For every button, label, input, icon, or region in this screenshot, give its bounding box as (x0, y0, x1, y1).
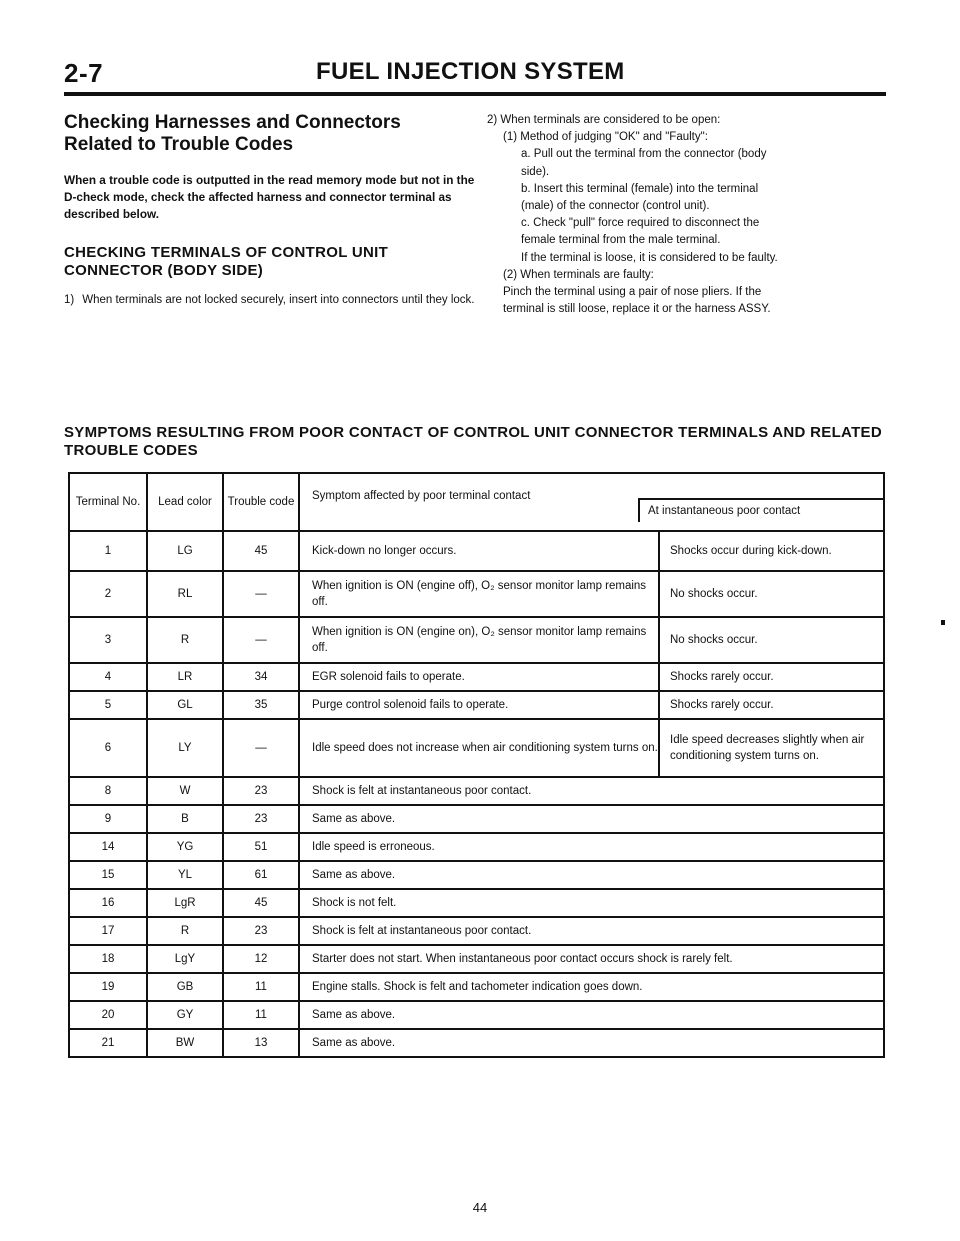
table-row (69, 1029, 884, 1057)
trouble-code-cell: 23 (223, 917, 299, 945)
right-line: Pinch the terminal using a pair of nose pliers. If the (503, 286, 762, 299)
lead-color-cell: LgR (147, 889, 223, 917)
lead-color-cell: R (147, 917, 223, 945)
right-line: b. Insert this terminal (female) into the terminal (521, 182, 759, 195)
symptom-cell: Shock is not felt. (299, 889, 884, 917)
table-row (69, 917, 884, 945)
lead-color-cell: GY (147, 1001, 223, 1029)
symptom-cell: Purge control solenoid fails to operate. (299, 691, 659, 719)
lead-color-cell: RL (147, 571, 223, 617)
trouble-code-cell: 23 (223, 777, 299, 805)
trouble-code-cell: 35 (223, 691, 299, 719)
table-row (69, 531, 884, 571)
table-row (69, 617, 884, 663)
right-line: terminal is still loose, replace it or the harness ASSY. (503, 303, 771, 316)
symptom-cell: Kick-down no longer occurs. (299, 531, 659, 571)
table-row (69, 973, 884, 1001)
instant-contact-cell: Shocks rarely occur. (659, 691, 884, 719)
table-row (69, 691, 884, 719)
symptom-cell: Idle speed does not increase when air conditioning system turns on. (299, 719, 659, 777)
terminal-cell: 18 (69, 945, 147, 973)
trouble-code-cell: — (223, 719, 299, 777)
table-row (69, 777, 884, 805)
trouble-code-cell: — (223, 617, 299, 663)
lead-color-cell: GL (147, 691, 223, 719)
table-row (69, 805, 884, 833)
symptom-cell: Starter does not start. When instantaneous poor contact occurs shock is rarely felt. (299, 945, 884, 973)
lead-color-cell: B (147, 805, 223, 833)
terminal-cell: 1 (69, 531, 147, 571)
margin-mark (941, 620, 945, 625)
instant-contact-cell: Shocks rarely occur. (659, 663, 884, 691)
terminal-cell: 3 (69, 617, 147, 663)
symptom-cell: When ignition is ON (engine on), O₂ sensor monitor lamp remains off. (299, 617, 659, 663)
table-row (69, 1001, 884, 1029)
section-number: 2-7 (64, 58, 104, 88)
lead-color-cell: YG (147, 833, 223, 861)
symptom-cell: Engine stalls. Shock is felt and tachometer indication goes down. (299, 973, 884, 1001)
right-line: (1) Method of judging "OK" and "Faulty": (503, 131, 708, 144)
instant-contact-cell: Shocks occur during kick-down. (659, 531, 884, 571)
right-line: side). (521, 165, 550, 178)
header-symptom-cell (299, 473, 884, 531)
header-trouble: Trouble code (223, 473, 299, 531)
instant-contact-cell: No shocks occur. (659, 571, 884, 617)
step-1 (64, 292, 484, 309)
symptom-cell: When ignition is ON (engine off), O₂ sensor monitor lamp remains off. (299, 571, 659, 617)
trouble-code-cell: 45 (223, 531, 299, 571)
terminal-cell: 2 (69, 571, 147, 617)
lead-color-cell: LY (147, 719, 223, 777)
lead-color-cell: W (147, 777, 223, 805)
terminal-cell: 4 (69, 663, 147, 691)
header-lead: Lead color (147, 473, 223, 531)
table-header-row (69, 473, 884, 531)
lead-color-cell: YL (147, 861, 223, 889)
instant-contact-cell: Idle speed decreases slightly when air conditioning system turns on. (659, 719, 884, 777)
lead-color-cell: GB (147, 973, 223, 1001)
header-symptom: Symptom affected by poor terminal contact (312, 490, 531, 502)
terminal-cell: 20 (69, 1001, 147, 1029)
terminal-cell: 17 (69, 917, 147, 945)
table-title: SYMPTOMS RESULTING FROM POOR CONTACT OF CONTROL UNIT CONNECTOR TERMINALS AND RELATED TROUBLE CODES (64, 424, 882, 459)
trouble-code-cell: 34 (223, 663, 299, 691)
right-line: a. Pull out the terminal from the connector (body (521, 148, 767, 161)
terminal-cell: 14 (69, 833, 147, 861)
table-row (69, 663, 884, 691)
lead-color-cell: R (147, 617, 223, 663)
table-row (69, 861, 884, 889)
right-line: If the terminal is loose, it is considered to be faulty. (521, 251, 778, 264)
right-line: (2) When terminals are faulty: (503, 268, 654, 281)
right-line: c. Check "pull" force required to disconnect the (521, 217, 760, 230)
terminal-cell: 5 (69, 691, 147, 719)
trouble-code-cell: 12 (223, 945, 299, 973)
trouble-code-cell: 11 (223, 973, 299, 1001)
trouble-code-cell: 23 (223, 805, 299, 833)
right-line: 2) When terminals are considered to be open: (487, 114, 721, 126)
symptoms-table (68, 472, 885, 1058)
header-rule (64, 92, 886, 96)
table-row (69, 571, 884, 617)
symptom-cell: Shock is felt at instantaneous poor contact. (299, 917, 884, 945)
symptom-cell: Same as above. (299, 1001, 884, 1029)
trouble-code-cell: 45 (223, 889, 299, 917)
subheading: CHECKING TERMINALS OF CONTROL UNIT CONNECTOR (BODY SIDE) (64, 244, 389, 279)
trouble-code-cell: — (223, 571, 299, 617)
terminal-cell: 6 (69, 719, 147, 777)
symptom-cell: Idle speed is erroneous. (299, 833, 884, 861)
table-row (69, 945, 884, 973)
symptom-cell: Same as above. (299, 861, 884, 889)
right-line: female terminal from the male terminal. (521, 234, 721, 247)
table-row (69, 889, 884, 917)
lead-color-cell: LgY (147, 945, 223, 973)
terminal-cell: 16 (69, 889, 147, 917)
trouble-code-cell: 51 (223, 833, 299, 861)
page-number: 44 (472, 1200, 488, 1215)
step-1-number: 1) (64, 294, 75, 306)
symptom-cell: Shock is felt at instantaneous poor contact. (299, 777, 884, 805)
symptom-cell: Same as above. (299, 1029, 884, 1057)
table-row (69, 833, 884, 861)
trouble-code-cell: 13 (223, 1029, 299, 1057)
table-row (69, 719, 884, 777)
intro-paragraph: When a trouble code is outputted in the read memory mode but not in the D-check mode, check the affected harness and connector terminal as described below. (64, 173, 475, 221)
symptom-cell: EGR solenoid fails to operate. (299, 663, 659, 691)
header-terminal: Terminal No. (69, 473, 147, 531)
symptom-cell: Same as above. (299, 805, 884, 833)
trouble-code-cell: 61 (223, 861, 299, 889)
trouble-code-cell: 11 (223, 1001, 299, 1029)
terminal-cell: 15 (69, 861, 147, 889)
terminal-cell: 9 (69, 805, 147, 833)
step-1-text: When terminals are not locked securely, insert into connectors until they lock. (82, 294, 475, 306)
terminal-cell: 21 (69, 1029, 147, 1057)
instant-contact-cell: No shocks occur. (659, 617, 884, 663)
lead-color-cell: LR (147, 663, 223, 691)
right-column (487, 112, 887, 318)
terminal-cell: 8 (69, 777, 147, 805)
lead-color-cell: LG (147, 531, 223, 571)
page-title: FUEL INJECTION SYSTEM (316, 58, 625, 85)
terminal-cell: 19 (69, 973, 147, 1001)
section-heading: Checking Harnesses and Connectors Related to Trouble Codes (64, 112, 401, 155)
page-header (64, 58, 886, 94)
right-line: (male) of the connector (control unit). (521, 200, 710, 213)
header-instant: At instantaneous poor contact (638, 498, 885, 522)
lead-color-cell: BW (147, 1029, 223, 1057)
